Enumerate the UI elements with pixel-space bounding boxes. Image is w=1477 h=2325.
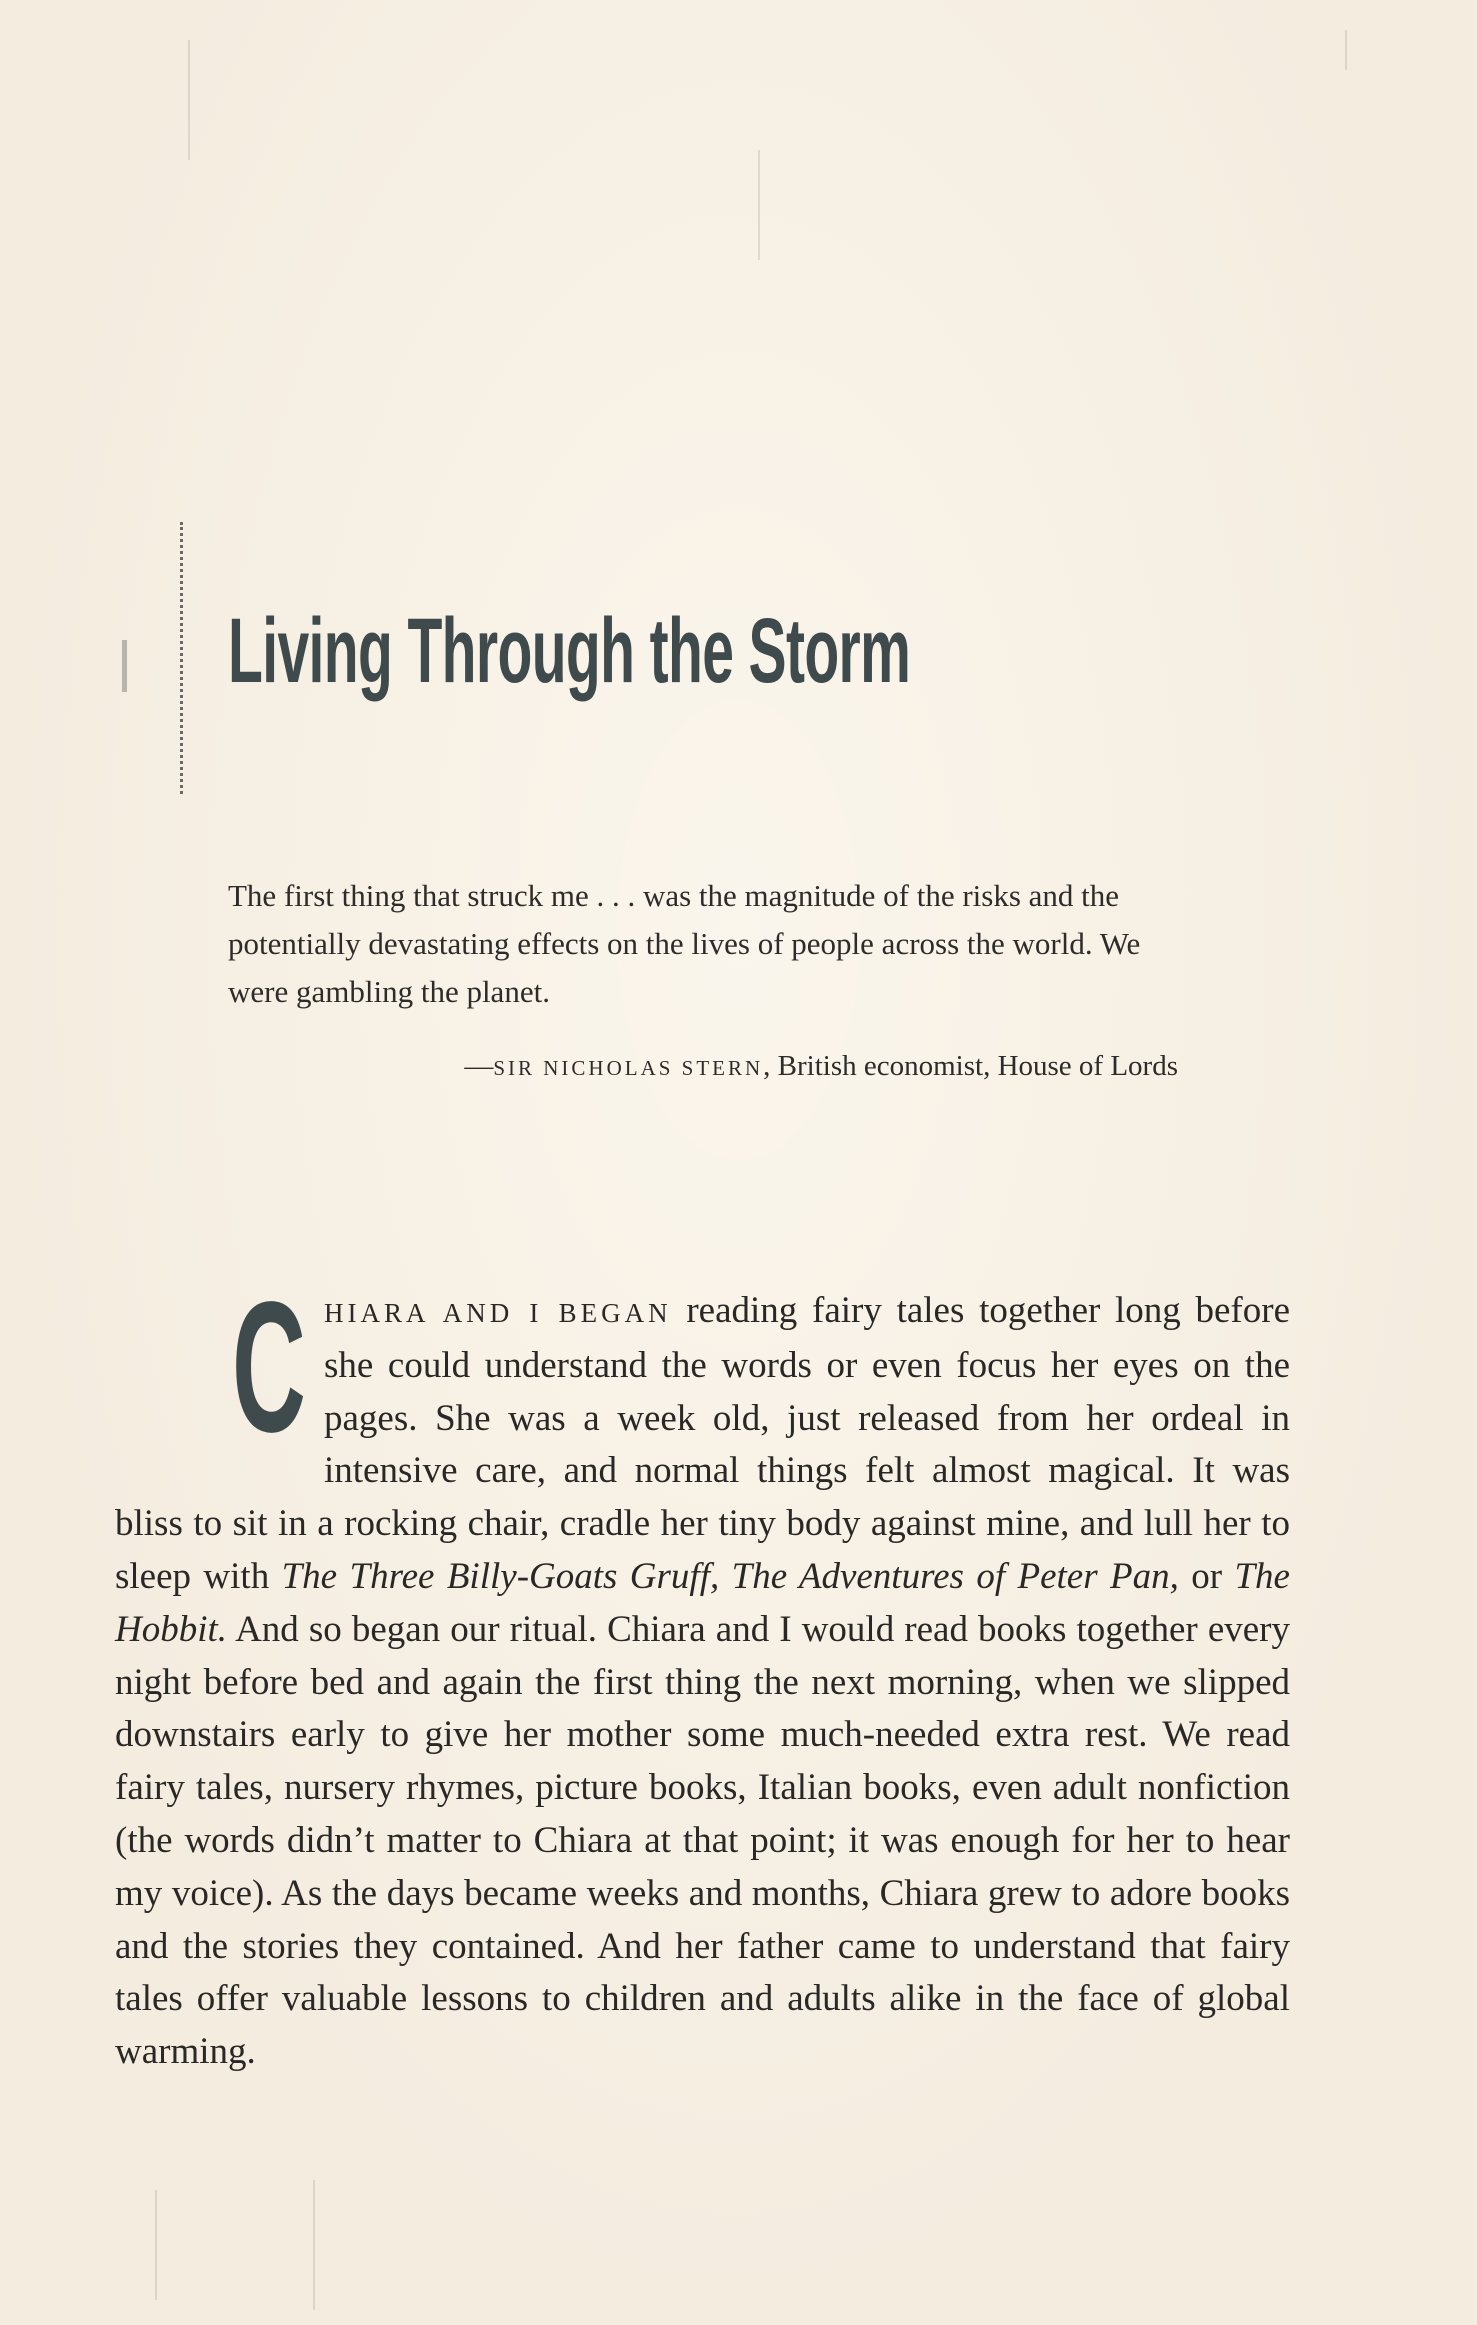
scan-artifact-line [155, 2190, 157, 2300]
chapter-marker [122, 640, 127, 692]
body-text-part-2: And so began our ritual. Chiara and I would read books together every night before bed and again the first thing the next morning, when we slipped downstairs early to give her mother some much-needed extra rest. We read fairy tales, nursery rhymes, picture books, Italian books, even adult nonfiction (the words didn’t matter to Chiara at that point; it was enough for her to hear my voice). As the days became weeks and months, Chiara grew to adore books and the stories they contained. And her father came to understand that fairy tales offer valuable lessons to children and adults alike in the face of global warming. [115, 1608, 1290, 2073]
chapter-title: Living Through the Storm [228, 600, 911, 702]
book-title-billy-goats: The Three Billy-Goats Gruff, [281, 1555, 720, 1597]
body-separator-1 [719, 1556, 731, 1597]
scan-artifact-line [1345, 30, 1347, 70]
chapter-body-paragraph [115, 1264, 1290, 2079]
attribution-description: , British economist, House of Lords [763, 1050, 1178, 1082]
epigraph-attribution [228, 1046, 1178, 1088]
chapter-dotted-rule [180, 522, 183, 794]
body-separator-2: or [1178, 1555, 1235, 1597]
drop-cap: C [232, 1264, 306, 1471]
scan-artifact-line [313, 2180, 315, 2310]
scan-artifact-line [188, 40, 190, 160]
attribution-dash: — [464, 1050, 494, 1082]
attribution-author: SIR NICHOLAS STERN [493, 1056, 764, 1080]
scan-artifact-line [758, 150, 760, 260]
epigraph-quote: The first thing that struck me . . . was the magnitude of the risks and the potentially devastating effects on the lives of people across the world. We were gambling the planet. [228, 878, 1141, 1009]
lead-in-small-caps: HIARA AND I BEGAN [324, 1298, 672, 1328]
book-title-hobbit: The Hobbit. [115, 1555, 1290, 1650]
body-text-part-1: reading fairy tales together long before she could understand the words or even focus her eyes on the pages. She was a week old, just released from her ordeal in intensive care, and normal things felt almost magical. It was bliss to sit in a rocking chair, cradle her tiny body against mine, and lull her to sleep with [115, 1290, 1290, 1597]
book-title-peter-pan: The Adventures of Peter Pan, [731, 1555, 1179, 1597]
